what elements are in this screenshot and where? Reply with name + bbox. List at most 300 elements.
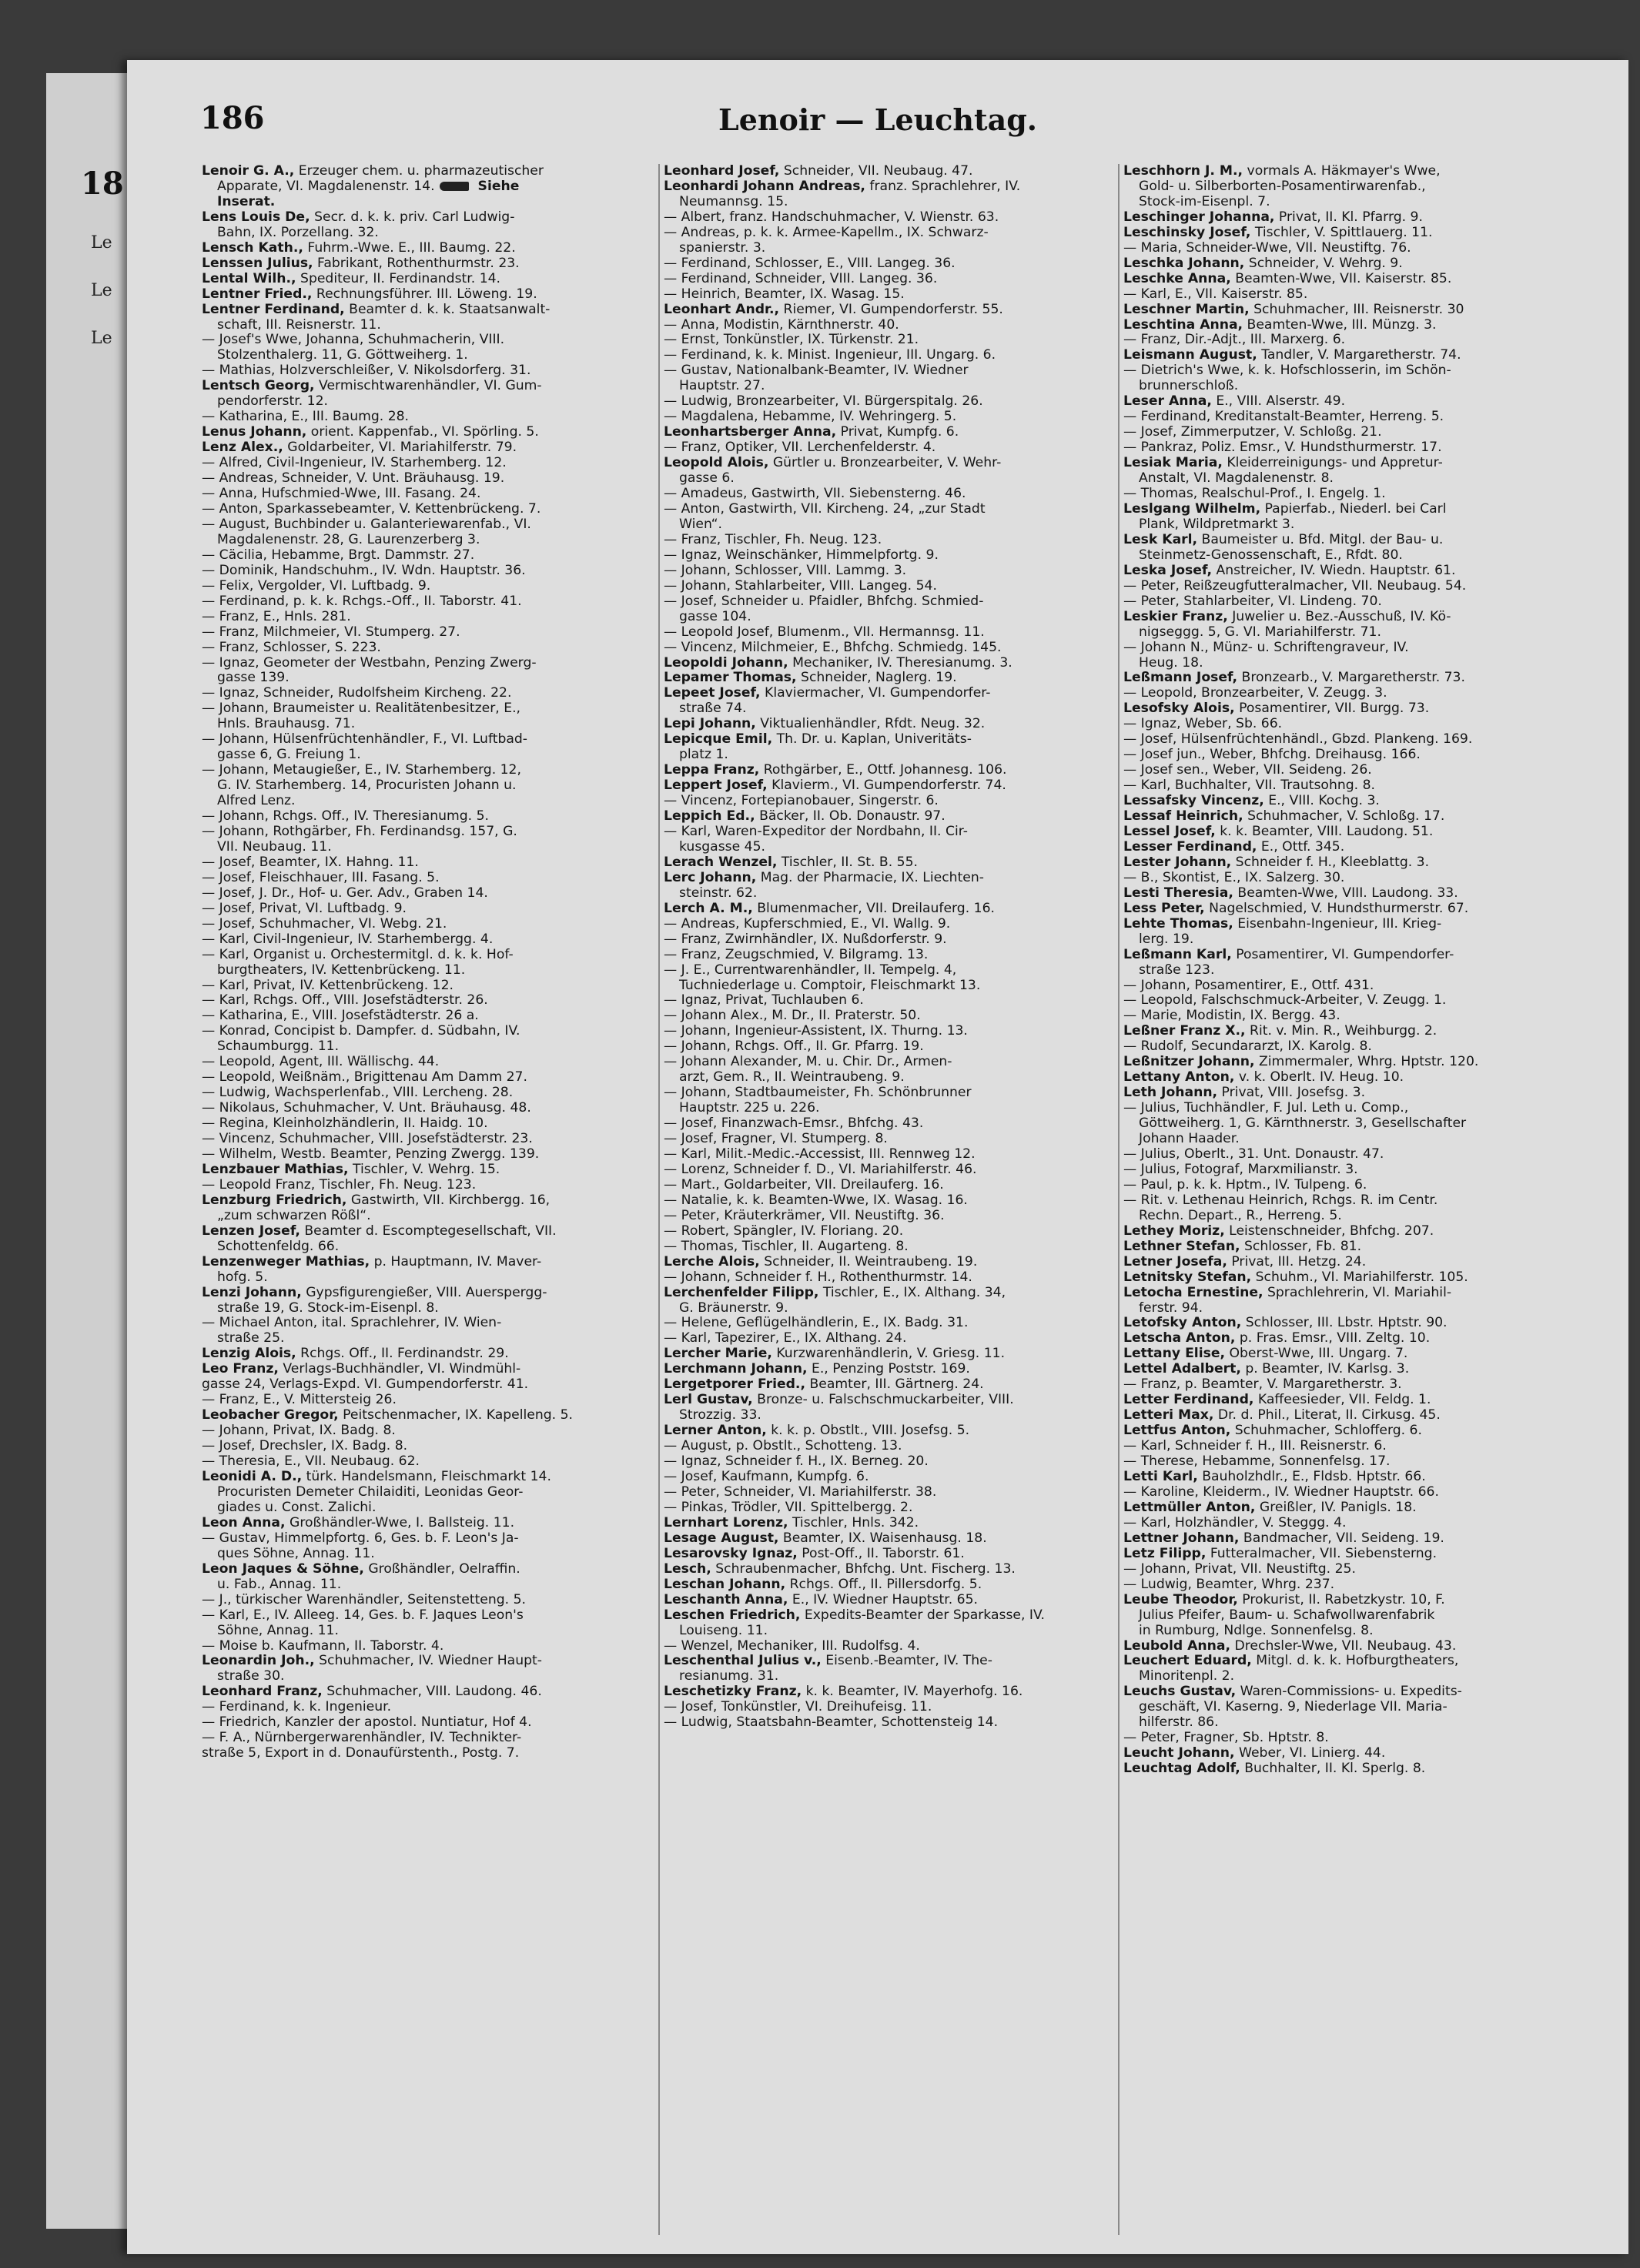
entry-text: — Johann, Hülsenfrüchtenhändler, F., VI. Luftbad-: [202, 731, 527, 748]
directory-entry-line: [200, 1239, 662, 1255]
entry-name: Lesofsky Alois,: [1123, 701, 1235, 717]
entry-text: — Cäcilia, Hebamme, Brgt. Dammstr. 27.: [202, 547, 475, 563]
directory-entry-line: [662, 1286, 1124, 1301]
directory-entry-line: [200, 963, 662, 978]
entry-name: Lesiak Maria,: [1123, 455, 1223, 471]
entry-text: Tischler, V. Spittlauerg. 11.: [1250, 224, 1433, 240]
directory-entry-line: [1122, 1301, 1584, 1316]
directory-entry-line: [200, 902, 662, 917]
directory-entry-line: [200, 825, 662, 840]
entry-text: Expedits-Beamter der Sparkasse, IV.: [800, 1607, 1045, 1623]
entry-text: arzt, Gem. R., II. Weintraubeng. 9.: [679, 1069, 905, 1085]
entry-name: Lesk Karl,: [1123, 531, 1198, 547]
entry-text: — Johann Alexander, M. u. Chir. Dr., Armen-: [664, 1054, 952, 1070]
entry-text: — Josef, Kaufmann, Kumpfg. 6.: [664, 1469, 869, 1485]
directory-entry-line: [200, 1669, 662, 1684]
directory-entry-line: [662, 1255, 1124, 1270]
entry-text: Zimmermaler, Whrg. Hptstr. 120.: [1254, 1054, 1479, 1070]
entry-text: steinstr. 62.: [679, 885, 758, 901]
entry-name: Lenzig Alois,: [202, 1346, 296, 1362]
entry-text: — Dietrich's Wwe, k. k. Hofschlosserin, im Schön-: [1123, 363, 1451, 379]
entry-text: — Karl, Privat, IV. Kettenbrückeng. 12.: [202, 977, 454, 993]
entry-text: — Friedrich, Kanzler der apostol. Nuntiatur, Hof 4.: [202, 1714, 532, 1731]
entry-text: Sprachlehrerin, VI. Mariahil-: [1263, 1284, 1452, 1300]
directory-entry-line: [662, 825, 1124, 840]
entry-text: — Natalie, k. k. Beamten-Wwe, IX. Wasag. 16.: [664, 1192, 968, 1208]
entry-text: — Magdalena, Hebamme, IV. Wehringerg. 5.: [664, 409, 957, 425]
entry-name: Leschenthal Julius v.,: [664, 1653, 822, 1669]
entry-text: Weber, VI. Linierg. 44.: [1234, 1745, 1386, 1761]
entry-name: Lethner Stefan,: [1123, 1238, 1240, 1254]
entry-text: Kaffeesieder, VII. Feldg. 1.: [1253, 1392, 1431, 1408]
directory-entry-line: [1122, 1377, 1584, 1393]
entry-name: Letofsky Anton,: [1123, 1315, 1242, 1331]
directory-entry-line: [1122, 932, 1584, 948]
entry-text: — Josef, Zimmerputzer, V. Schloßg. 21.: [1123, 424, 1382, 440]
entry-text: — B., Skontist, E., IX. Salzerg. 30.: [1123, 869, 1345, 885]
entry-name: Lester Johann,: [1123, 854, 1232, 870]
entry-text: — Johann N., Münz- u. Schriftengraveur, IV.: [1123, 639, 1409, 655]
entry-text: Klaviermacher, VI. Gumpendorfer-: [760, 685, 991, 701]
entry-name: Lergetporer Fried.,: [664, 1377, 805, 1393]
entry-text: burgtheaters, IV. Kettenbrückeng. 11.: [217, 962, 466, 978]
entry-name: Lettfus Anton,: [1123, 1423, 1231, 1439]
entry-name: Lesage August,: [664, 1530, 779, 1546]
entry-text: — Amadeus, Gastwirth, VII. Siebensterng. 46.: [664, 486, 966, 502]
entry-text: — Gustav, Himmelpfortg. 6, Ges. b. F. Leon's Ja-: [202, 1530, 519, 1546]
directory-entry-line: [662, 1039, 1124, 1055]
directory-entry-line: [662, 287, 1124, 303]
directory-entry-line: [662, 963, 1124, 978]
entry-text: — Robert, Spängler, IV. Floriang. 20.: [664, 1223, 904, 1239]
directory-entry-line: [662, 1577, 1124, 1593]
entry-name: Leppert Josef,: [664, 778, 768, 794]
directory-entry-line: [200, 440, 662, 456]
entry-text: — Ludwig, Staatsbahn-Beamter, Schottensteig 14.: [664, 1714, 999, 1731]
directory-entry-line: [200, 1485, 662, 1500]
entry-text: lerg. 19.: [1139, 931, 1194, 947]
entry-text: Waren-Commissions- u. Expedits-: [1236, 1684, 1462, 1700]
entry-text: pendorferstr. 12.: [217, 393, 329, 410]
entry-text: Anstreicher, IV. Wiedn. Hauptstr. 61.: [1212, 562, 1456, 578]
directory-entry-line: [662, 717, 1124, 732]
directory-column-1: [200, 164, 662, 2235]
directory-entry-line: [1122, 379, 1584, 394]
directory-entry-line: [662, 410, 1124, 425]
directory-entry-line: [662, 809, 1124, 825]
entry-text: — Josef, Privat, VI. Luftbadg. 9.: [202, 900, 407, 916]
entry-text: vormals A. Häkmayer's Wwe,: [1243, 164, 1441, 179]
entry-text: — Josef, Fragner, VI. Stumperg. 8.: [664, 1131, 888, 1147]
entry-text: Kurzwarenhändlerin, V. Griesg. 11.: [771, 1346, 1006, 1362]
entry-text: — Karl, E., VII. Kaiserstr. 85.: [1123, 286, 1308, 302]
entry-text: Juwelier u. Bez.-Ausschuß, IV. Kö-: [1227, 608, 1451, 624]
directory-entry-line: [1122, 471, 1584, 487]
entry-text: türk. Handelsmann, Fleischmarkt 14.: [302, 1469, 551, 1485]
directory-entry-line: [1122, 241, 1584, 256]
entry-text: — Rit. v. Lethenau Heinrich, Rchgs. R. im Centr.: [1123, 1192, 1438, 1208]
entry-name: Lental Wilh.,: [202, 270, 296, 286]
entry-text: Schuhm., VI. Mariahilferstr. 105.: [1251, 1269, 1468, 1285]
directory-entry-line: [1122, 303, 1584, 318]
directory-entry-line: [662, 1193, 1124, 1209]
entry-text: Posamentirer, VI. Gumpendorfer-: [1231, 946, 1454, 962]
directory-entry-line: [662, 1608, 1124, 1624]
entry-text: — Ignaz, Geometer der Westbahn, Penzing Zwerg-: [202, 654, 537, 671]
directory-entry-line: [200, 517, 662, 533]
entry-text: — Franz, E., Hnls. 281.: [202, 608, 351, 624]
entry-text: — Anton, Sparkassebeamter, V. Kettenbrückeng. 7.: [202, 500, 541, 517]
entry-name: Letteri Max,: [1123, 1407, 1214, 1423]
directory-entry-line: [662, 1470, 1124, 1485]
directory-entry-line: [200, 579, 662, 594]
entry-text: Drechsler-Wwe, VII. Neubaug. 43.: [1230, 1637, 1457, 1654]
directory-entry-line: [200, 1147, 662, 1162]
entry-text: Beamter d. Escomptegesellschaft, VII.: [300, 1223, 557, 1239]
entry-text: k. k. Beamter, VIII. Laudong. 51.: [1215, 823, 1434, 839]
entry-name: Lettany Anton,: [1123, 1069, 1235, 1085]
directory-entry-line: [200, 1715, 662, 1731]
directory-entry-line: [662, 641, 1124, 656]
entry-name: Lerch A. M.,: [664, 900, 753, 916]
entry-text: — Marie, Modistin, IX. Bergg. 43.: [1123, 1008, 1340, 1024]
directory-entry-line: [200, 1731, 662, 1746]
entry-name: Leschinger Johanna,: [1123, 209, 1275, 225]
entry-text: — Andreas, Schneider, V. Unt. Bräuhausg. 19.: [202, 470, 505, 487]
directory-entry-line: [662, 487, 1124, 502]
entry-name: Leppich Ed.,: [664, 808, 755, 825]
directory-entry-line: [662, 1531, 1124, 1547]
entry-text: Schneider, VII. Neubaug. 47.: [779, 164, 973, 179]
entry-text: — Albert, franz. Handschuhmacher, V. Wienstr. 63.: [664, 209, 999, 225]
entry-text: Beamter d. k. k. Staatsanwalt-: [344, 301, 551, 317]
entry-text: — August, p. Obstlt., Schotteng. 13.: [664, 1438, 902, 1454]
entry-text: Leistenschneider, Bhfchg. 207.: [1224, 1223, 1434, 1239]
entry-text: — Peter, Fragner, Sb. Hptstr. 8.: [1123, 1730, 1329, 1746]
entry-name: Leuchert Eduard,: [1123, 1653, 1252, 1669]
entry-name: Leube Theodor,: [1123, 1591, 1238, 1607]
directory-entry-line: [200, 1286, 662, 1301]
entry-text: — Julius, Fotograf, Marxmilianstr. 3.: [1123, 1161, 1358, 1177]
entry-text: — Karl, Buchhalter, VII. Trautsohng. 8.: [1123, 778, 1375, 794]
entry-text: — Franz, Milchmeier, VI. Stumperg. 27.: [202, 624, 460, 640]
entry-text: hofg. 5.: [217, 1269, 268, 1285]
directory-entry-line: [662, 1162, 1124, 1178]
directory-entry-line: [662, 425, 1124, 440]
directory-entry-line: [1122, 1593, 1584, 1608]
entry-name: Leopold Alois,: [664, 455, 769, 471]
directory-entry-line: [1122, 1132, 1584, 1147]
directory-entry-line: [200, 1500, 662, 1516]
entry-text: Baumeister u. Bfd. Mitgl. der Bau- u.: [1197, 531, 1444, 547]
directory-entry-line: [200, 1178, 662, 1193]
entry-text: Plank, Wildpretmarkt 3.: [1139, 516, 1295, 532]
directory-entry-line: [662, 948, 1124, 963]
entry-text: — Ferdinand, Kreditanstalt-Beamter, Herreng. 5.: [1123, 409, 1444, 425]
entry-name: Leo Franz,: [202, 1361, 279, 1377]
directory-entry-line: [662, 594, 1124, 610]
directory-entry-line: [662, 256, 1124, 272]
entry-text: giades u. Const. Zalichi.: [217, 1499, 377, 1515]
entry-text: ques Söhne, Annag. 11.: [217, 1545, 375, 1561]
directory-entry-line: [200, 1393, 662, 1408]
directory-entry-line: [1122, 1147, 1584, 1162]
entry-text: gasse 24, Verlags-Expd. VI. Gumpendorferstr. 41.: [202, 1377, 529, 1393]
page-header: [127, 60, 1628, 145]
directory-entry-line: [1122, 1746, 1584, 1761]
entry-text: — Leopold Franz, Tischler, Fh. Neug. 123.: [202, 1176, 477, 1193]
directory-entry-line: [662, 1346, 1124, 1362]
directory-entry-line: [662, 1516, 1124, 1531]
directory-entry-line: [662, 1393, 1124, 1408]
directory-entry-line: [1122, 732, 1584, 748]
entry-text: — Katharina, E., VIII. Josefstädterstr. 26 a.: [202, 1008, 479, 1024]
entry-text: — Anna, Modistin, Kärnthnerstr. 40.: [664, 316, 899, 333]
entry-name: Lerach Wenzel,: [664, 854, 778, 870]
entry-text: — Karl, Waren-Expeditor der Nordbahn, II. Cir-: [664, 823, 968, 839]
directory-entry-line: [200, 1608, 662, 1624]
directory-entry-line: [1122, 717, 1584, 732]
entry-name: Lessaf Heinrich,: [1123, 808, 1243, 825]
directory-entry-line: [1122, 871, 1584, 886]
directory-entry-line: [1122, 1393, 1584, 1408]
directory-entry-line: [662, 1101, 1124, 1116]
entry-text: — Vincenz, Schuhmacher, VIII. Josefstädterstr. 23.: [202, 1131, 533, 1147]
directory-entry-line: [662, 1669, 1124, 1684]
entry-text: Bandmacher, VII. Seideng. 19.: [1239, 1530, 1444, 1546]
entry-text: — Ludwig, Bronzearbeiter, VI. Bürgerspitalg. 26.: [664, 393, 983, 410]
entry-name: Leopoldi Johann,: [664, 654, 788, 671]
entry-text: — Anna, Hufschmied-Wwe, III. Fasang. 24.: [202, 486, 481, 502]
directory-entry-line: [200, 1700, 662, 1715]
entry-name: Leßnitzer Johann,: [1123, 1054, 1255, 1070]
entry-text: — Karl, Rchgs. Off., VIII. Josefstädterstr. 26.: [202, 992, 488, 1009]
directory-entry-line: [1122, 1024, 1584, 1039]
entry-text: — Johann, Privat, VII. Neustiftg. 25.: [1123, 1561, 1356, 1577]
entry-name: Leth Johann,: [1123, 1085, 1218, 1101]
entry-name: Leßner Franz X.,: [1123, 1023, 1246, 1039]
directory-entry-line: [200, 1439, 662, 1454]
entry-text: Schottenfeldg. 66.: [217, 1238, 340, 1254]
directory-entry-line: [200, 1085, 662, 1101]
entry-text: — Josef, J. Dr., Hof- u. Ger. Adv., Graben 14.: [202, 885, 488, 901]
directory-entry-line: [662, 1239, 1124, 1255]
directory-entry-line: [662, 440, 1124, 456]
entry-text: — Leopold, Falschschmuck-Arbeiter, V. Zeugg. 1.: [1123, 992, 1447, 1009]
directory-entry-line: [662, 1654, 1124, 1669]
entry-name: Letocha Ernestine,: [1123, 1284, 1263, 1300]
directory-entry-line: [662, 917, 1124, 932]
entry-text: p. Fras. Emsr., VIII. Zeltg. 10.: [1235, 1330, 1431, 1346]
entry-text: Beamten-Wwe, III. Münzg. 3.: [1243, 316, 1437, 333]
entry-text: — Franz, Zwirnhändler, IX. Nußdorferstr. 9.: [664, 931, 947, 947]
entry-name: Lernhart Lorenz,: [664, 1514, 788, 1530]
entry-text: Gastwirth, VII. Kirchbergg. 16,: [346, 1192, 551, 1208]
entry-name: Lerchmann Johann,: [664, 1361, 808, 1377]
directory-entry-line: [1122, 1531, 1584, 1547]
entry-name: Lenzbauer Mathias,: [202, 1161, 349, 1177]
entry-text: Inserat.: [217, 193, 276, 209]
entry-text: VII. Neubaug. 11.: [217, 838, 332, 855]
entry-text: E., Ottf. 345.: [1257, 838, 1345, 855]
entry-text: Papierfab., Niederl. bei Carl: [1260, 500, 1447, 517]
directory-entry-line: [200, 210, 662, 226]
entry-text: — Pankraz, Poliz. Emsr., V. Hundsthurmerstr. 17.: [1123, 440, 1442, 456]
entry-text: — Gustav, Nationalbank-Beamter, IV. Wiedner: [664, 363, 969, 379]
entry-text: — J. E., Currentwarenhändler, II. Tempelg. 4,: [664, 962, 957, 978]
directory-entry-line: [1122, 564, 1584, 579]
entry-text: Schneider, II. Weintraubeng. 19.: [759, 1253, 978, 1269]
directory-entry-line: [200, 1654, 662, 1669]
directory-entry-line: [662, 625, 1124, 641]
directory-entry-line: [1122, 978, 1584, 994]
directory-entry-line: [200, 502, 662, 517]
directory-entry-line: [200, 533, 662, 548]
directory-entry-line: [1122, 1009, 1584, 1024]
directory-entry-line: [200, 1101, 662, 1116]
entry-text: — Franz, E., V. Mittersteig 26.: [202, 1392, 397, 1408]
directory-entry-line: [662, 1624, 1124, 1639]
entry-name: Leßmann Karl,: [1123, 946, 1232, 962]
entry-text: — Johann, Privat, IX. Badg. 8.: [202, 1423, 396, 1439]
entry-name: Lenzen Josef,: [202, 1223, 300, 1239]
entry-text: gasse 6, G. Freiung 1.: [217, 747, 361, 763]
entry-name: Lenus Johann,: [202, 424, 307, 440]
directory-entry-line: [200, 548, 662, 564]
directory-entry-line: [662, 1362, 1124, 1377]
entry-text: — Julius, Oberlt., 31. Unt. Donaustr. 47.: [1123, 1146, 1384, 1162]
entry-text: G. IV. Starhemberg. 14, Procuristen Johann u.: [217, 778, 517, 794]
entry-text: Beamten-Wwe, VIII. Laudong. 33.: [1233, 885, 1458, 901]
entry-text: Bronze- u. Falschschmuckarbeiter, VIII.: [752, 1392, 1014, 1408]
entry-text: — Ludwig, Beamter, Whrg. 237.: [1123, 1576, 1335, 1592]
directory-entry-line: [200, 1116, 662, 1132]
directory-entry-line: [662, 748, 1124, 763]
entry-text: Goldarbeiter, VI. Mariahilferstr. 79.: [283, 440, 517, 456]
directory-entry-line: [1122, 1224, 1584, 1239]
directory-entry-line: [200, 1531, 662, 1547]
directory-entry-line: [200, 303, 662, 318]
entry-text: ferstr. 94.: [1139, 1300, 1203, 1316]
entry-text: Riemer, VI. Gumpendorferstr. 55.: [779, 301, 1003, 317]
entry-text: — Franz, Schlosser, S. 223.: [202, 639, 381, 655]
directory-entry-line: [1122, 963, 1584, 978]
entry-name: Letscha Anton,: [1123, 1330, 1236, 1346]
directory-entry-line: [1122, 1270, 1584, 1286]
directory-entry-line: [662, 840, 1124, 855]
entry-text: Gürtler u. Bronzearbeiter, V. Wehr-: [768, 455, 1002, 471]
entry-text: — Peter, Stahlarbeiter, VI. Lindeng. 70.: [1123, 593, 1382, 609]
directory-entry-line: [200, 1377, 662, 1393]
directory-entry-line: [1122, 1454, 1584, 1470]
directory-entry-line: [662, 1132, 1124, 1147]
entry-name: Lettner Johann,: [1123, 1530, 1240, 1546]
directory-entry-line: [1122, 195, 1584, 210]
entry-name: Leonidi A. D.,: [202, 1469, 303, 1485]
directory-entry-line: [200, 179, 662, 195]
directory-entry-line: [1122, 1639, 1584, 1654]
directory-entry-line: [662, 579, 1124, 594]
directory-columns: [200, 164, 1632, 2235]
entry-text: — Josef, Schneider u. Pfaidler, Bhfchg. Schmied-: [664, 593, 984, 609]
entry-name: Leska Josef,: [1123, 562, 1213, 578]
entry-text: Bauholzhdlr., E., Fldsb. Hptstr. 66.: [1197, 1469, 1426, 1485]
entry-text: — Theresia, E., VII. Neubaug. 62.: [202, 1453, 420, 1470]
entry-text: — J., türkischer Warenhändler, Seitenstetteng. 5.: [202, 1591, 527, 1607]
directory-entry-line: [1122, 287, 1584, 303]
entry-name: Leonhartsberger Anna,: [664, 424, 837, 440]
entry-text: — Peter, Kräuterkrämer, VII. Neustiftg. 36.: [664, 1207, 945, 1223]
entry-text: E., VIII. Alserstr. 49.: [1211, 393, 1346, 410]
entry-text: Mag. der Pharmacie, IX. Liechten-: [756, 869, 984, 885]
directory-entry-line: [662, 379, 1124, 394]
directory-entry-line: [662, 871, 1124, 886]
entry-name: Leschner Martin,: [1123, 301, 1250, 317]
directory-entry-line: [200, 1408, 662, 1423]
directory-entry-line: [200, 333, 662, 348]
directory-entry-line: [662, 686, 1124, 701]
directory-entry-line: [662, 179, 1124, 195]
directory-entry-line: [1122, 686, 1584, 701]
directory-entry-line: [200, 686, 662, 701]
entry-text: — Johann, Schneider f. H., Rothenthurmstr. 14.: [664, 1269, 972, 1285]
entry-name: Leslgang Wilhelm,: [1123, 500, 1261, 517]
directory-entry-line: [662, 502, 1124, 517]
entry-name: Lentner Ferdinand,: [202, 301, 345, 317]
directory-entry-line: [200, 272, 662, 287]
entry-text: Fabrikant, Rothenthurmstr. 23.: [313, 255, 520, 271]
entry-text: — Ignaz, Weinschänker, Himmelpfortg. 9.: [664, 547, 939, 563]
directory-entry-line: [662, 1116, 1124, 1132]
entry-name: Lepeet Josef,: [664, 685, 761, 701]
directory-entry-line: [200, 1362, 662, 1377]
entry-text: — Johann, Rchgs. Off., II. Gr. Pfarrg. 19.: [664, 1039, 924, 1055]
directory-entry-line: [662, 1485, 1124, 1500]
directory-entry-line: [662, 533, 1124, 548]
entry-text: Futteralmacher, VII. Siebensterng.: [1206, 1545, 1438, 1561]
directory-entry-line: [1122, 1070, 1584, 1085]
directory-entry-line: [1122, 440, 1584, 456]
entry-text: — Andreas, Kupferschmied, E., VI. Wallg. 9.: [664, 915, 951, 932]
entry-text: straße 5, Export in d. Donaufürstenth., Postg. 7.: [202, 1745, 520, 1761]
entry-text: straße 19, G. Stock-im-Eisenpl. 8.: [217, 1300, 439, 1316]
directory-entry-line: [1122, 1500, 1584, 1516]
entry-text: Viktualienhändler, Rfdt. Neug. 32.: [755, 716, 986, 732]
entry-text: — Heinrich, Beamter, IX. Wasag. 15.: [664, 286, 905, 302]
directory-entry-line: [1122, 1286, 1584, 1301]
entry-name: Lesser Ferdinand,: [1123, 838, 1257, 855]
entry-text: — Lorenz, Schneider f. D., VI. Mariahilferstr. 46.: [664, 1161, 977, 1177]
directory-entry-line: [200, 748, 662, 763]
directory-entry-line: [200, 1301, 662, 1316]
entry-name: Lenzburg Friedrich,: [202, 1192, 347, 1208]
entry-text: p. Hauptmann, IV. Maver-: [370, 1253, 542, 1269]
directory-entry-line: [1122, 1362, 1584, 1377]
directory-entry-line: [1122, 1255, 1584, 1270]
entry-text: — Peter, Schneider, VI. Mariahilferstr. 38.: [664, 1484, 937, 1500]
entry-text: orient. Kappenfab., VI. Spörling. 5.: [306, 424, 539, 440]
entry-name: Lessel Josef,: [1123, 823, 1216, 839]
directory-entry-line: [662, 318, 1124, 333]
directory-entry-line: [200, 641, 662, 656]
directory-entry-line: [662, 1500, 1124, 1516]
entry-text: k. k. Beamter, IV. Mayerhofg. 16.: [802, 1684, 1023, 1700]
entry-text: Th. Dr. u. Kaplan, Univeritäts-: [772, 731, 972, 748]
directory-entry-line: [1122, 1178, 1584, 1193]
directory-entry-line: [200, 564, 662, 579]
entry-text: kusgasse 45.: [679, 838, 765, 855]
directory-entry-line: [200, 932, 662, 948]
